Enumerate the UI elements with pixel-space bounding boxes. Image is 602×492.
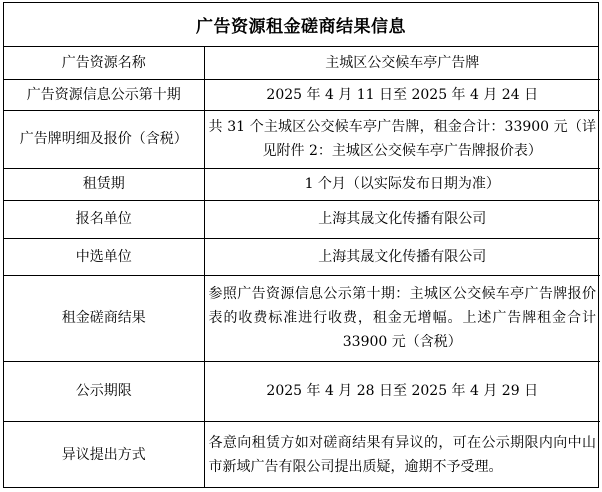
result-table-document <box>3 2 599 488</box>
row-label-notice-deadline: 公示期限 <box>4 361 204 421</box>
table-row <box>4 238 600 275</box>
row-label-applicant: 报名单位 <box>4 200 204 238</box>
row-label-billboard-detail: 广告牌明细及报价（含税） <box>4 110 204 168</box>
table-row <box>4 200 600 238</box>
row-value-objection-method: 各意向租赁方如对磋商结果有异议的，可在公示期限内向中山市新域广告有限公司提出质疑，逾期不予受理。 <box>204 421 600 488</box>
row-value-billboard-detail: 共 31 个主城区公交候车亭广告牌，租金合计：33900 元（详见附件 2：主城区公交候车亭广告牌报价表） <box>204 110 600 168</box>
row-value-negotiation-result: 参照广告资源信息公示第十期：主城区公交候车亭广告牌报价表的收费标准进行收费，租金无增幅。上述广告牌租金合计 33900 元（含税） <box>204 275 600 361</box>
row-label-notice-period: 广告资源信息公示第十期 <box>4 79 204 110</box>
row-label-resource-name: 广告资源名称 <box>4 47 204 79</box>
table-row <box>4 168 600 200</box>
table-row <box>4 110 600 168</box>
row-value-applicant: 上海其晟文化传播有限公司 <box>204 200 600 238</box>
row-value-selected-unit: 上海其晟文化传播有限公司 <box>204 238 600 275</box>
row-label-lease-term: 租赁期 <box>4 168 204 200</box>
document-title: 广告资源租金磋商结果信息 <box>4 3 598 47</box>
table-row <box>4 421 600 488</box>
table-row <box>4 79 600 110</box>
row-label-objection-method: 异议提出方式 <box>4 421 204 488</box>
table-row <box>4 47 600 79</box>
row-value-lease-term: 1 个月（以实际发布日期为准） <box>204 168 600 200</box>
info-table <box>4 47 600 488</box>
table-row <box>4 275 600 361</box>
row-label-negotiation-result: 租金磋商结果 <box>4 275 204 361</box>
row-value-resource-name: 主城区公交候车亭广告牌 <box>204 47 600 79</box>
table-row <box>4 361 600 421</box>
row-value-notice-deadline: 2025 年 4 月 28 日至 2025 年 4 月 29 日 <box>204 361 600 421</box>
row-value-notice-period: 2025 年 4 月 11 日至 2025 年 4 月 24 日 <box>204 79 600 110</box>
row-label-selected-unit: 中选单位 <box>4 238 204 275</box>
